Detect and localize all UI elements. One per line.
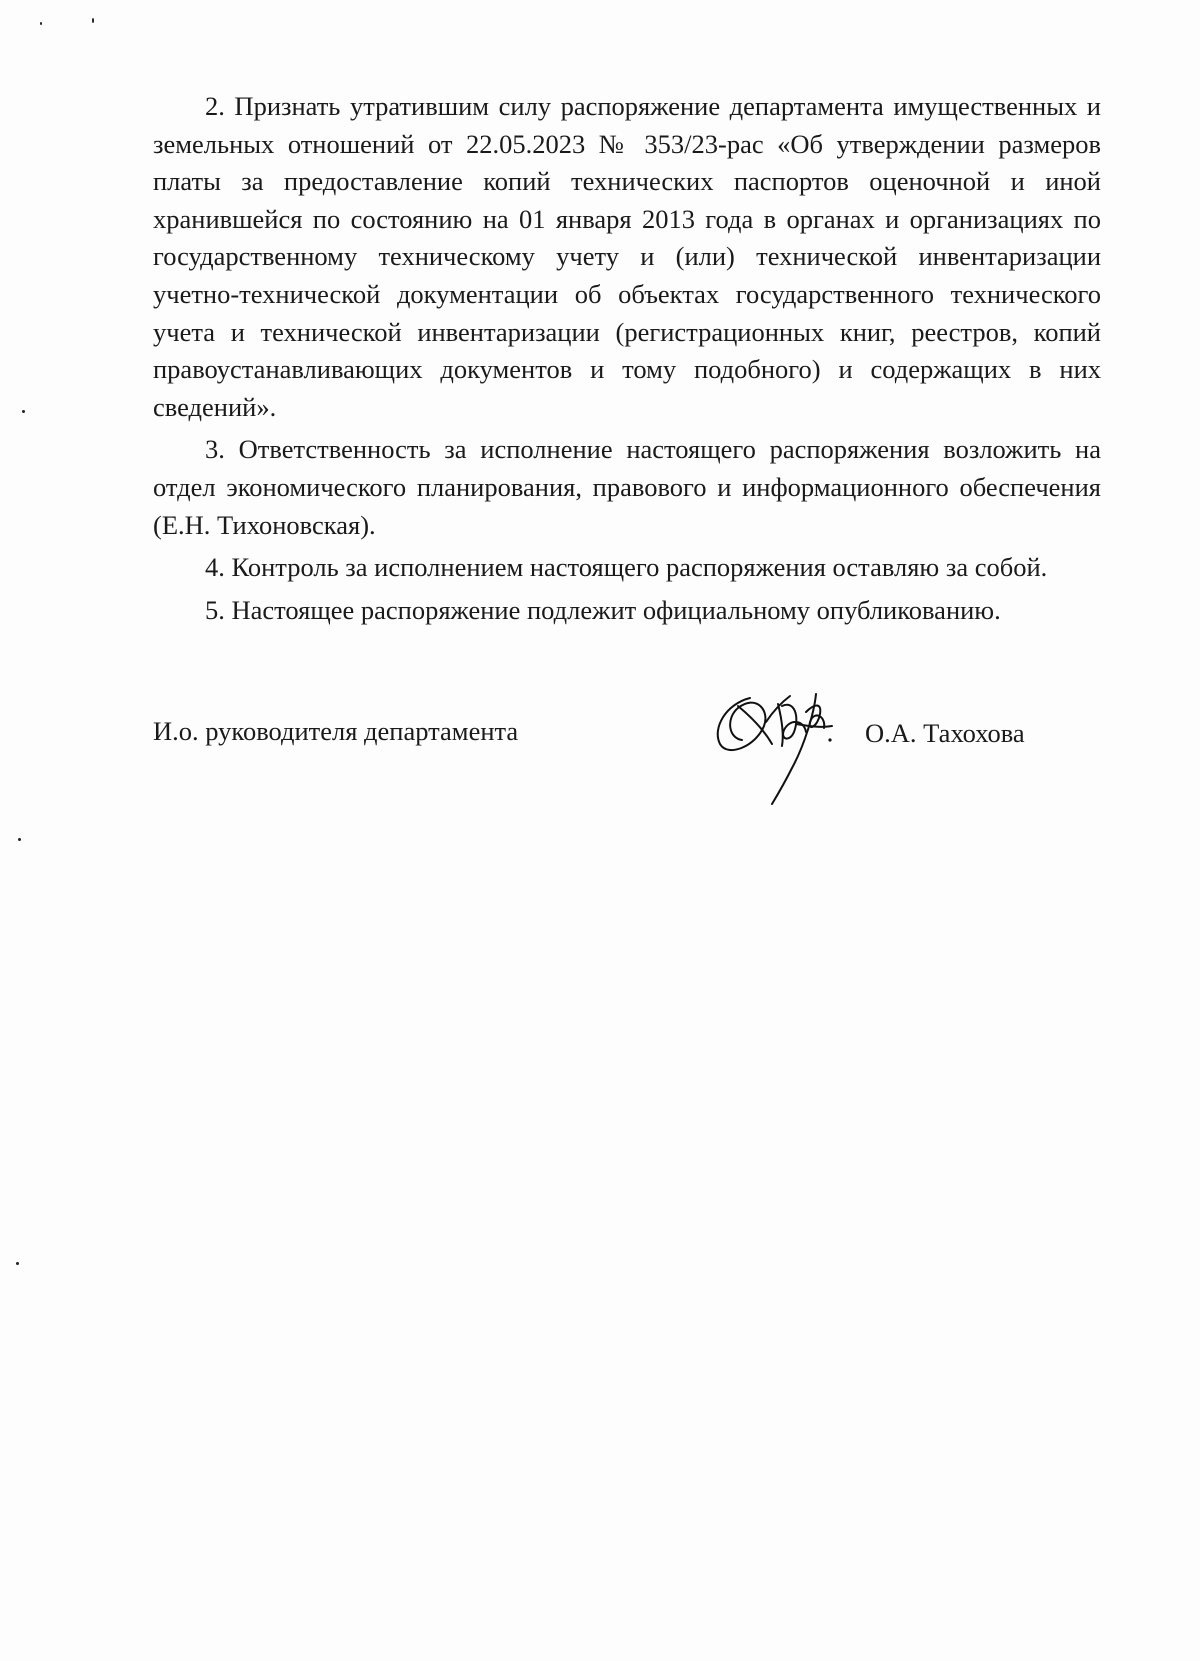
signature-block [153, 690, 1101, 810]
paragraph-2: 2. Признать утратившим силу распоряжение департамента имущественных и земельных отношений от 22.05.2023 № 353/23-рас «Об утверждении размеров платы за предоставление копий технических паспортов оценочной и иной хранившейся по состоянию на 01 января 2013 года в органах и организациях по государственному техническому учету и (или) технической инвентаризации учетно-технической документации об объектах государственного технического учета и технической инвентаризации (регистрационных книг, реестров, копий правоустанавливающих документов и тому подобного) и содержащих в них сведений». [153, 91, 1101, 422]
scan-speck [16, 1262, 19, 1265]
scan-speck [92, 18, 94, 23]
paragraph-3: 3. Ответственность за исполнение настоящего распоряжения возложить на отдел экономического планирования, правового и информационного обеспечения (Е.Н. Тихоновская). [153, 434, 1101, 540]
paragraph-5: 5. Настоящее распоряжение подлежит официальному опубликованию. [205, 594, 1001, 625]
signer-position: И.о. руководителя департамента [153, 716, 519, 746]
paragraph-4: 4. Контроль за исполнением настоящего распоряжения оставляю за собой. [205, 552, 1048, 583]
scan-speck [40, 22, 42, 25]
scan-speck [18, 838, 21, 841]
handwritten-signature [698, 686, 868, 806]
scan-speck [22, 410, 25, 413]
document-body [153, 88, 1101, 629]
signer-name: О.А. Тахохова [865, 718, 1025, 748]
